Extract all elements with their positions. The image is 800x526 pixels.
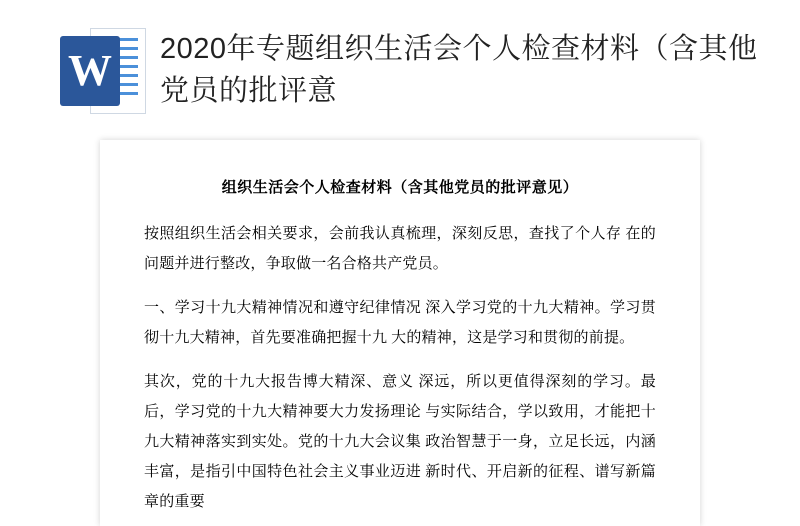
page-title: 2020年专题组织生活会个人检查材料（含其他党员的批评意 bbox=[160, 33, 758, 107]
document-body bbox=[100, 140, 700, 526]
word-document-icon bbox=[60, 28, 146, 114]
document-paragraph: 其次，党的十九大报告博大精深、意义 深远，所以更值得深刻的学习。最后，学习党的十九大精神要大力发扬理论 与实际结合，学以致用，才能把十九大精神落实到实处。党的十九大会议集 政治智慧于一身，立足长远，内涵丰富，是指引中国特色社会主义事业迈进 新时代、开启新的征程、谱写新篇章的重要 bbox=[144, 374, 656, 510]
word-letter-icon: W bbox=[60, 36, 120, 106]
document-paragraph: 一、学习十九大精神情况和遵守纪律情况 深入学习党的十九大精神。学习贯彻十九大精神，首先要准确把握十九 大的精神，这是学习和贯彻的前提。 bbox=[144, 300, 656, 346]
document-title: 组织生活会个人检查材料（含其他党员的批评意见） bbox=[221, 180, 579, 196]
document-paragraph: 按照组织生活会相关要求，会前我认真梳理，深刻反思，查找了个人存 在的问题并进行整改，争取做一名合格共产党员。 bbox=[144, 226, 656, 272]
document-header bbox=[0, 0, 800, 140]
